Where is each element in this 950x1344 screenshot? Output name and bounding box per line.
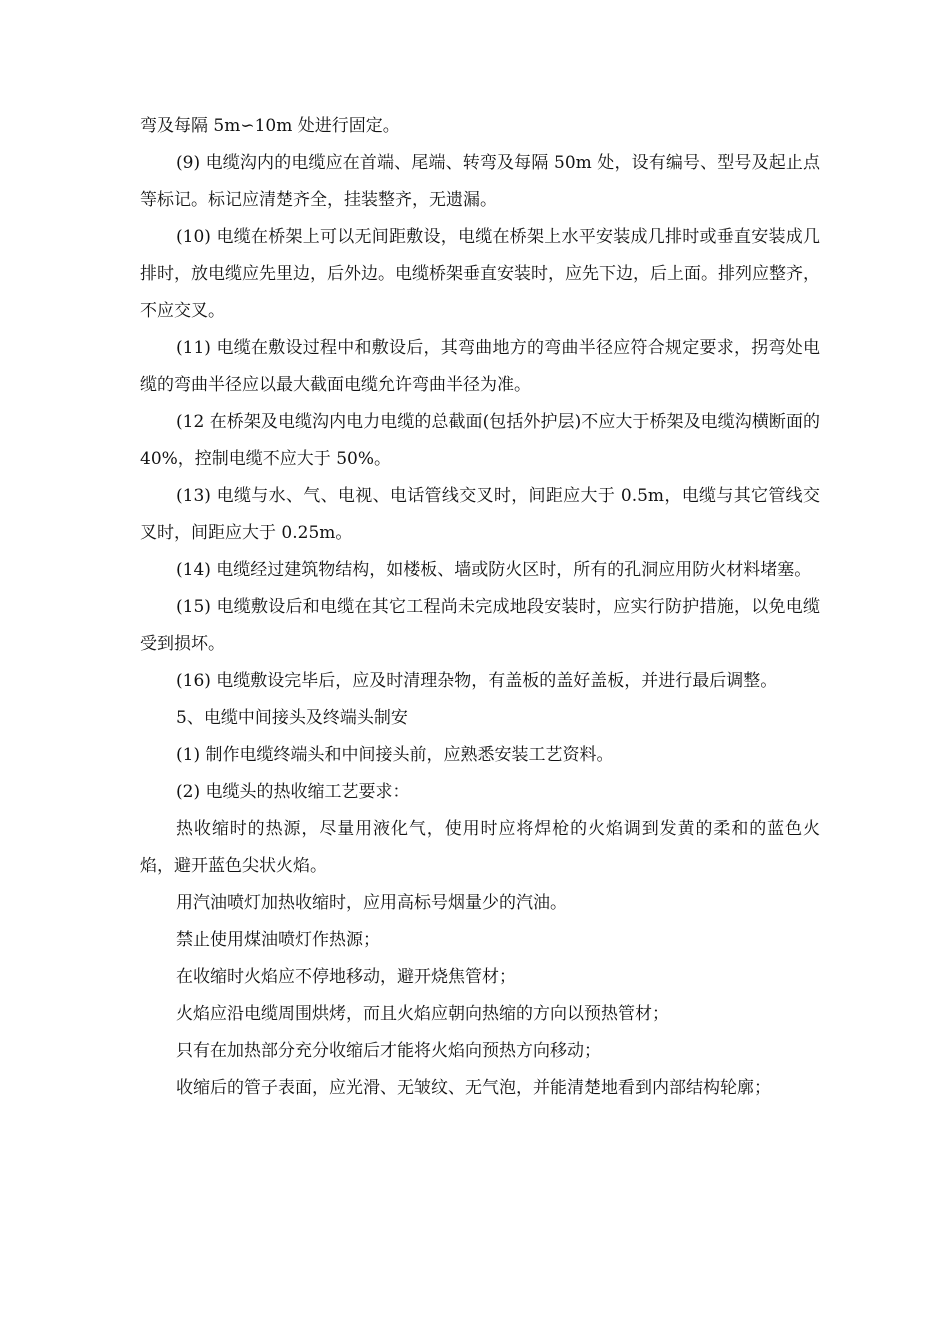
- paragraph-item-9: (9) 电缆沟内的电缆应在首端、尾端、转弯及每隔 50m 处，设有编号、型号及起止点等标记。标记应清楚齐全，挂装整齐，无遗漏。: [140, 153, 820, 210]
- paragraph-gasoline-torch: 用汽油喷灯加热收缩时，应用高标号烟量少的汽油。: [176, 893, 567, 913]
- paragraph-item-13: (13) 电缆与水、气、电视、电话管线交叉时，间距应大于 0.5m，电缆与其它管线交叉时，间距应大于 0.25m。: [140, 486, 820, 543]
- paragraph-item-16: (16) 电缆敷设完毕后，应及时清理杂物，有盖板的盖好盖板，并进行最后调整。: [176, 671, 778, 691]
- paragraph-move-after-shrink: 只有在加热部分充分收缩后才能将火焰向预热方向移动；: [176, 1041, 601, 1061]
- paragraph-item-15: (15) 电缆敷设后和电缆在其它工程尚未完成地段安装时，应实行防护措施，以免电缆受到损坏。: [140, 597, 820, 654]
- paragraph-bake-around: 火焰应沿电缆周围烘烤，而且火焰应朝向热缩的方向以预热管材；: [176, 1004, 669, 1024]
- paragraph-heat-source: 热收缩时的热源，尽量用液化气，使用时应将焊枪的火焰调到发黄的柔和的蓝色火焰，避开蓝色尖状火焰。: [140, 819, 820, 876]
- paragraph-item-12: (12 在桥架及电缆沟内电力电缆的总截面(包括外护层)不应大于桥架及电缆沟横断面的 40%，控制电缆不应大于 50%。: [140, 412, 820, 469]
- paragraph-sub-2: (2) 电缆头的热收缩工艺要求：: [176, 782, 410, 802]
- paragraph-item-14: (14) 电缆经过建筑物结构，如楼板、墙或防火区时，所有的孔洞应用防火材料堵塞。: [176, 560, 812, 580]
- paragraph-item-10: (10) 电缆在桥架上可以无间距敷设，电缆在桥架上水平安装成几排时或垂直安装成几排时，放电缆应先里边，后外边。电缆桥架垂直安装时，应先下边，后上面。排列应整齐，不应交叉。: [140, 227, 820, 321]
- paragraph-surface-quality: 收缩后的管子表面，应光滑、无皱纹、无气泡，并能清楚地看到内部结构轮廓；: [176, 1078, 771, 1098]
- paragraph-item-11: (11) 电缆在敷设过程中和敷设后，其弯曲地方的弯曲半径应符合规定要求，拐弯处电缆的弯曲半径应以最大截面电缆允许弯曲半径为准。: [140, 338, 820, 395]
- paragraph-sub-1: (1) 制作电缆终端头和中间接头前，应熟悉安装工艺资料。: [176, 745, 614, 765]
- document-body: [140, 108, 820, 1107]
- paragraph-keep-moving: 在收缩时火焰应不停地移动，避开烧焦管材；: [176, 967, 516, 987]
- section-heading-5: 5、电缆中间接头及终端头制安: [176, 708, 408, 728]
- paragraph-no-kerosene: 禁止使用煤油喷灯作热源；: [176, 930, 380, 950]
- paragraph-continuation: 弯及每隔 5m∽10m 处进行固定。: [140, 116, 400, 136]
